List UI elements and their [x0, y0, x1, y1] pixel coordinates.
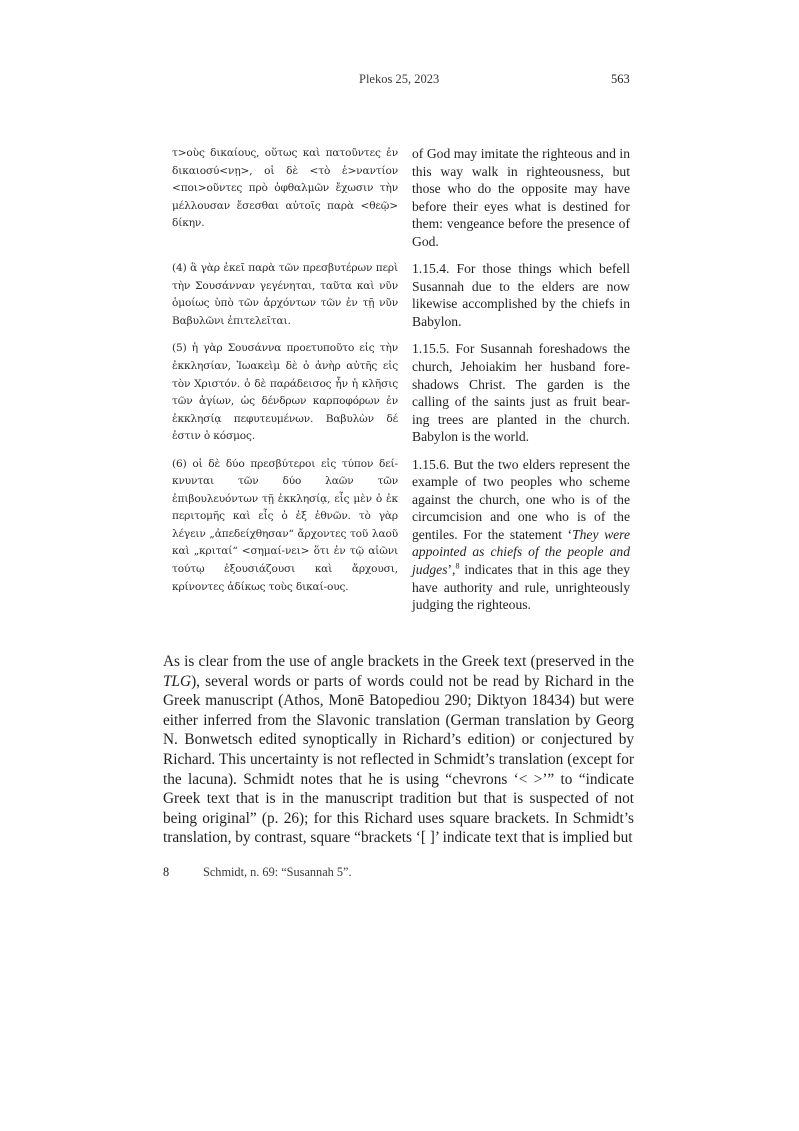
- italic-quotation: They were appointed as chiefs of the people and judges: [412, 526, 630, 578]
- english-translation-cell: [412, 145, 630, 250]
- synopsis-row: [172, 260, 630, 330]
- synoptic-table: [172, 145, 630, 624]
- italic-abbreviation: TLG: [163, 672, 192, 690]
- footnote-text: Schmidt, n. 69: “Susannah 5”.: [203, 865, 352, 879]
- greek-text-cell: τ>οὺς δικαίους, οὕτως καὶ πατοῦντες ἐν δικαιοσύ<νῃ>, οἱ δὲ <τὸ ἐ>ναντίον <ποι>οῦντες πρὸ ὀφθαλμῶν ἔχωσιν τὴν μέλλουσαν ἔσεσθαι αὐτοῖς παρὰ <θεῷ> δίκην.: [172, 147, 398, 230]
- greek-text-cell: (5) ἡ γὰρ Σουσάννα προετυποῦτο εἰς τὴν ἐκκλησίαν, Ἰωακεὶμ δὲ ὁ ἀνὴρ αὐτῆς εἰς τὸν Χριστόν. ὁ δὲ παράδεισος ἦν ἡ κλῆσις τῶν ἁγίων, ὡς δένδρων καρποφόρων ἐν ἐκκλησίᾳ πεφυτευμένων. Βαβυλὼν δέ ἐστιν ὁ κόσμος.: [172, 342, 398, 443]
- synopsis-row: [172, 456, 630, 614]
- greek-text-cell: (4) ἃ γὰρ ἐκεῖ παρὰ τῶν πρεσβυτέρων περὶ τὴν Σουσάνναν γεγένηται, ταῦτα καὶ νῦν ὁμοίως ὑπὸ τῶν ἀρχόντων τῶν ἐν τῇ νῦν Βαβυλῶνι ἐπιτελεῖται.: [172, 262, 398, 327]
- running-head: [0, 72, 799, 92]
- english-translation-cell: [412, 456, 630, 614]
- paragraph-text: As is clear from the use of angle brackets in the Greek text (preserved in the: [163, 653, 634, 670]
- translation-text: of God may imitate the righteous and in this way walk in righteousness, but those who do the opposite may have before their eyes what is destined for them: vengeance before the presence of God.: [412, 146, 630, 249]
- english-translation-cell: [412, 260, 630, 330]
- translation-text: 1.15.4. For those things which befell Susannah due to the elders are now likewise accomplished by the chiefs in Babylon.: [412, 261, 630, 329]
- body-paragraph: [163, 652, 634, 848]
- translation-text: 1.15.5. For Susannah foreshadows the church, Jehoiakim her husband fore-shadows Christ. The garden is the calling of the saints just as fruit bear-ing trees are planted in the church. Babylon is the world.: [412, 341, 630, 445]
- greek-text-cell: (6) οἱ δὲ δύο πρεσβύτεροι εἰς τύπον δεί-κνυνται τῶν δύο λαῶν τῶν ἐπιβουλευόντων τῇ ἐκκλησίᾳ, εἷς μὲν ὁ ἐκ περιτομῆς καὶ εἷς ὁ ἐξ ἐθνῶν. τὸ γὰρ λέγειν „ἀπεδείχθησαν“ ἄρχοντες τοῦ λαοῦ καὶ „κριταί“ <σημαί-νει> ὅτι ἐν τῷ αἰῶνι τούτῳ ἐξουσιάζουσι καὶ ἄρχουσι, κρίνοντες ἀδίκως τοὺς δικαί-ους.: [172, 457, 398, 593]
- footnote-number: 8: [163, 865, 170, 879]
- footnote-reference[interactable]: 8: [455, 561, 460, 571]
- translation-text: indicates that in this age they have authority and rule, unrighteously judging the righteous.: [412, 562, 630, 613]
- footnote: [163, 865, 634, 880]
- translation-text: 1.15.6. But the two elders represent the example of two peoples who scheme against the church, one who is of the circumcision and one who is of the gentiles. For the statement ‘: [412, 456, 630, 542]
- english-translation-cell: [412, 340, 630, 445]
- synopsis-row: [172, 145, 630, 250]
- translation-text: ’,: [447, 562, 456, 578]
- journal-title: Plekos 25, 2023: [359, 72, 440, 86]
- paragraph-text: ), several words or parts of words could not be read by Richard in the Greek manuscript (Athos, Monē Batopediou 290; Diktyon 18434) but were either inferred from the Slavonic translation (German translation by Georg N. Bonwetsch edited synoptically in Richard’s edition) or conjectured by Richard. This uncertainty is not reflected in Schmidt’s translation (except for the lacuna). Schmidt notes that he is using “chevrons ‘< >’” to “indicate Greek text that is in the manuscript tradition but that is suspected of not being original” (p. 26); for this Richard uses square brackets. In Schmidt’s translation, by contrast, square “brackets ‘[ ]’ indicate text that is implied but: [163, 672, 634, 847]
- page-number: 563: [611, 72, 630, 86]
- synopsis-row: [172, 340, 630, 445]
